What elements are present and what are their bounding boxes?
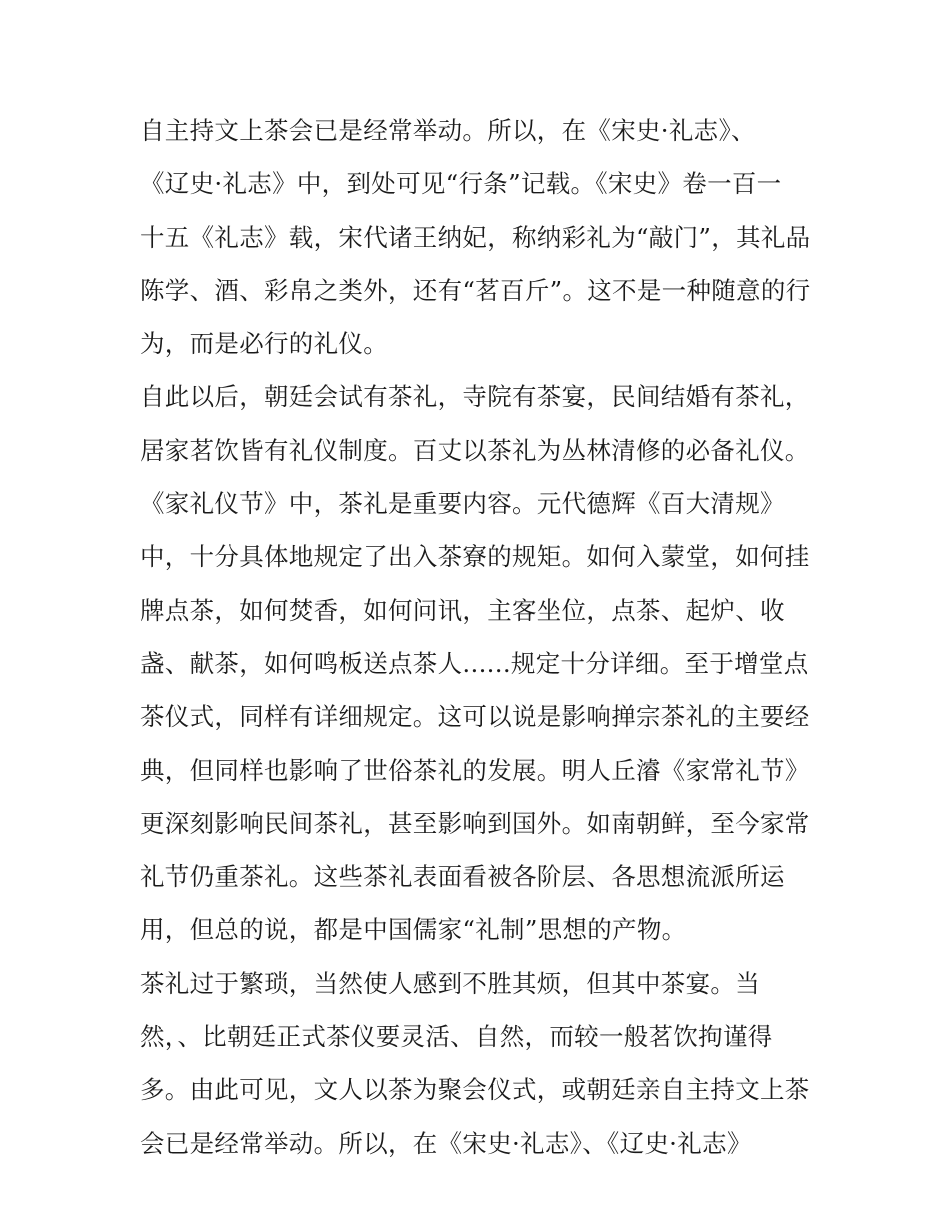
text-line: 自此以后，朝廷会试有茶礼，寺院有茶宴，民间结婚有茶礼，	[140, 382, 810, 412]
text-line: 多。由此可见，文人以茶为聚会仪式，或朝廷亲自主持文上茶	[140, 1075, 810, 1105]
text-line: 更深刻影响民间茶礼，甚至影响到国外。如南朝鲜，至今家常	[140, 808, 810, 838]
text-line: 陈学、酒、彩帛之类外，还有“茗百斤”。这不是一种随意的行	[140, 275, 811, 305]
text-line: 《辽史·礼志》中，到处可见“行条”记载。《宋史》卷一百一	[140, 169, 782, 199]
text-line: 茶礼过于繁琐，当然使人感到不胜其烦，但其中茶宴。当	[140, 968, 760, 998]
text-line: 茶仪式，同样有详细规定。这可以说是影响掸宗茶礼的主要经	[140, 702, 810, 732]
text-line: 十五《礼志》载，宋代诸王纳妃，称纳彩礼为“敲门”，其礼品	[140, 222, 811, 252]
text-line: 自主持文上茶会已是经常举动。所以，在《宋史·礼志》、	[140, 116, 756, 145]
text-line: 盏、献茶，如何鸣板送点茶人......规定十分详细。至于增堂点	[140, 648, 809, 678]
text-line: 礼节仍重茶礼。这些茶礼表面看被各阶层、各思想流派所运	[140, 862, 785, 892]
text-line: 中，十分具体地规定了出入茶寮的规矩。如何入蒙堂，如何挂	[140, 542, 810, 572]
text-line: 典，但同样也影响了世俗茶礼的发展。明人丘濬《家常礼节》	[140, 755, 810, 785]
text-line: 为，而是必行的礼仪。	[140, 329, 388, 359]
text-line: 用，但总的说，都是中国儒家“礼制”思想的产物。	[140, 915, 687, 945]
text-line: 然，、比朝廷正式茶仪要灵活、自然，而较一般茗饮拘谨得	[140, 1022, 773, 1052]
text-line: 牌点茶，如何焚香，如何问讯，主客坐位，点茶、起炉、收	[140, 595, 785, 625]
text-line: 会已是经常举动。所以，在《宋史·礼志》、《辽史·礼志》	[140, 1128, 752, 1158]
text-line: 《家礼仪节》中，茶礼是重要内容。元代德辉《百大清规》	[140, 489, 785, 519]
text-line: 居家茗饮皆有礼仪制度。百丈以茶礼为丛林清修的必备礼仪。	[140, 435, 810, 465]
body-text	[140, 104, 820, 1170]
